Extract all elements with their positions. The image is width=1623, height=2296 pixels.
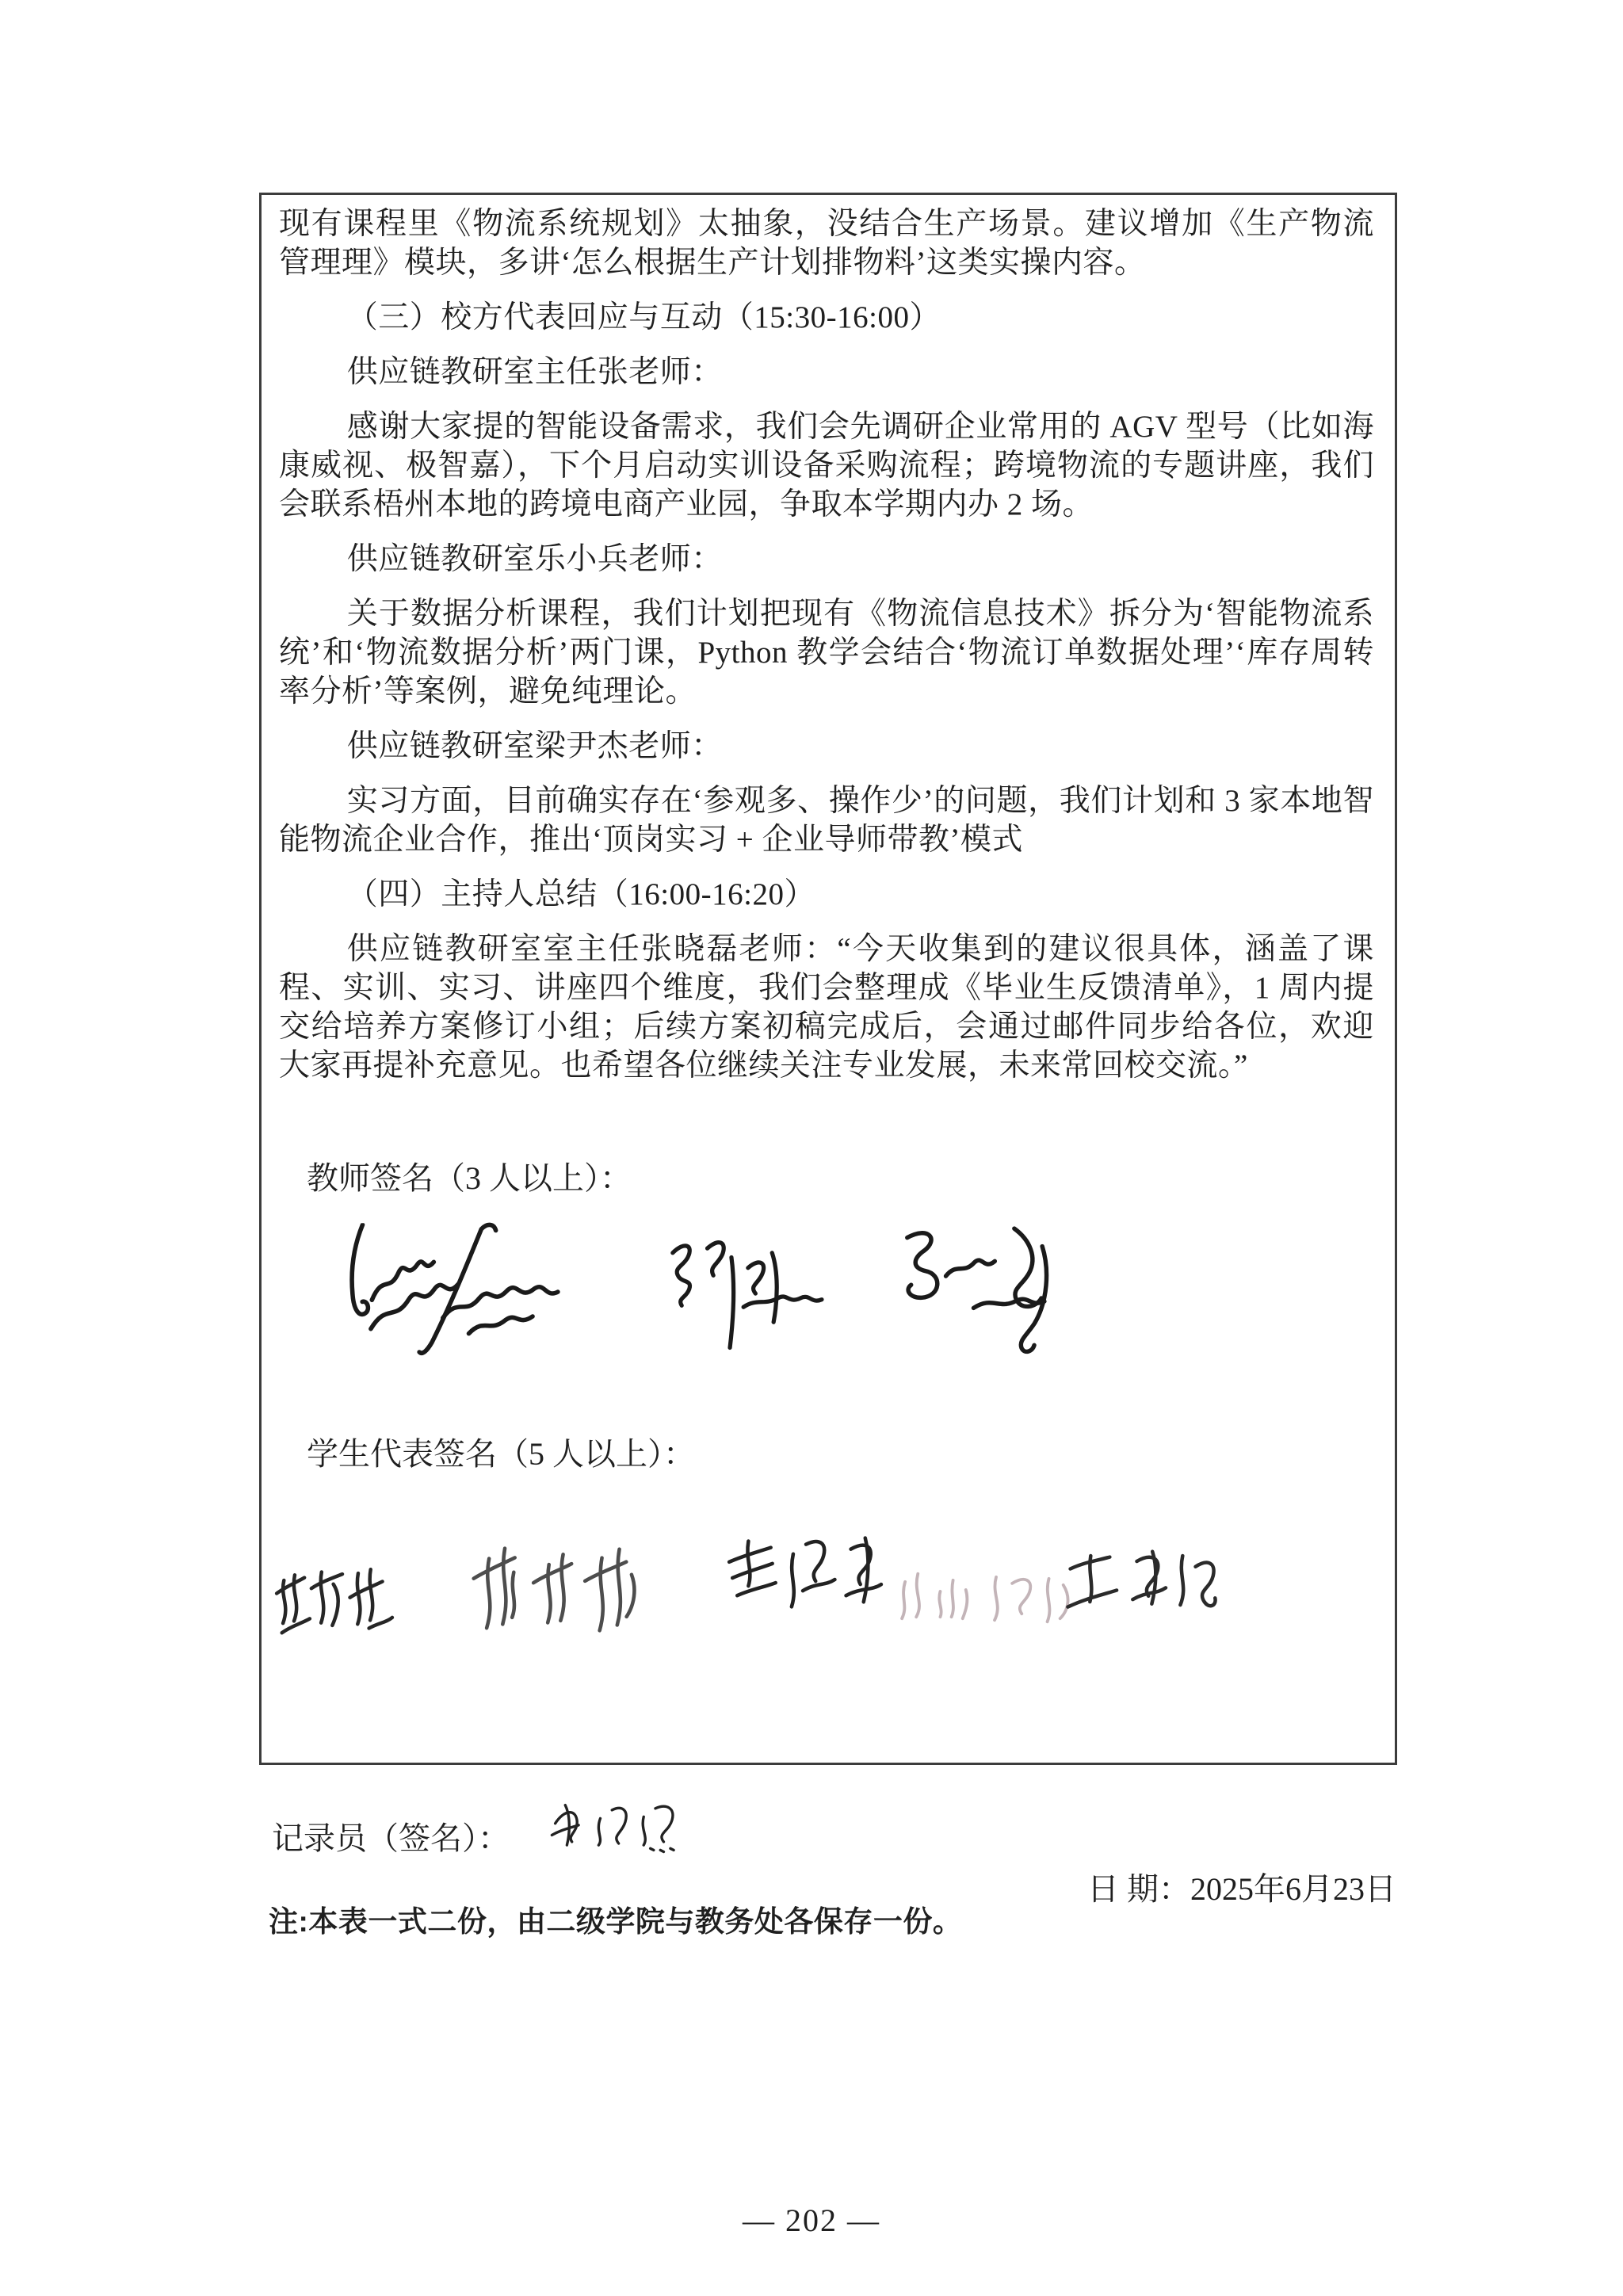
copy-note: 注:本表一式二份，由二级学院与教务处各保存一份。 [269, 1905, 963, 1938]
student-signatures-label: 学生代表签名（5 人以上）： [307, 1436, 695, 1472]
speaker-line: 供应链教研室梁尹杰老师： [346, 729, 723, 763]
speaker-line: 供应链教研室乐小兵老师： [346, 542, 723, 576]
page-number: — 202 — [743, 2202, 880, 2238]
student-signature-5 [1058, 1545, 1220, 1628]
minutes-text-block [262, 195, 1395, 1085]
minutes-content-box [259, 193, 1397, 1765]
minutes-paragraph: 实习方面，目前确实存在‘参观多、操作少’的问题，我们计划和 3 家本地智能物流企业合作，推出‘顶岗实习 + 企业导师带教’模式 [279, 784, 1374, 857]
recorder-label: 记录员（签名）： [272, 1820, 510, 1856]
section-heading-4: （四）主持人总结（16:00-16:20） [346, 877, 815, 911]
date-line: 日 期：2025年6月23日 [1087, 1871, 1396, 1907]
teacher-signature-3 [878, 1217, 1061, 1359]
minutes-paragraph: 关于数据分析课程，我们计划把现有《物流信息技术》拆分为‘智能物流系统’和‘物流数据分析’两门课，Python 教学会结合‘物流订单数据处理’‘库存周转率分析’等案例，避免纯理论。 [279, 597, 1374, 709]
teacher-signature-1 [346, 1219, 590, 1359]
teacher-signature-2 [655, 1235, 836, 1355]
student-signature-2 [464, 1531, 662, 1644]
minutes-paragraph: 感谢大家提的智能设备需求，我们会先调研企业常用的 AGV 型号（比如海康威视、极智嘉），下个月启动实训设备采购流程；跨境物流的专题讲座，我们会联系梧州本地的跨境电商产业园，争取本学期内办 2 场。 [279, 410, 1374, 521]
student-signature-3 [716, 1533, 884, 1622]
section-heading-3: （三）校方代表回应与互动（15:30-16:00） [346, 300, 941, 334]
student-signature-1 [272, 1559, 403, 1651]
minutes-paragraph: 现有课程里《物流系统规划》太抽象，没结合生产场景。建议增加《生产物流管理理》模块，多讲‘怎么根据生产计划排物料’这类实操内容。 [279, 207, 1374, 280]
minutes-paragraph: 供应链教研室室主任张晓磊老师：“今天收集到的建议很具体，涵盖了课程、实训、实习、讲座四个维度，我们会整理成《毕业生反馈清单》，1 周内提交给培养方案修订小组；后续方案初稿完成后，会通过邮件同步给各位，欢迎大家再提补充意见。也希望各位继续关注专业发展，未来常回校交流。” [279, 932, 1374, 1083]
teacher-signatures-label: 教师签名（3 人以上）： [307, 1160, 632, 1196]
recorder-signature [545, 1796, 704, 1859]
speaker-line: 供应链教研室主任张老师： [346, 355, 723, 389]
